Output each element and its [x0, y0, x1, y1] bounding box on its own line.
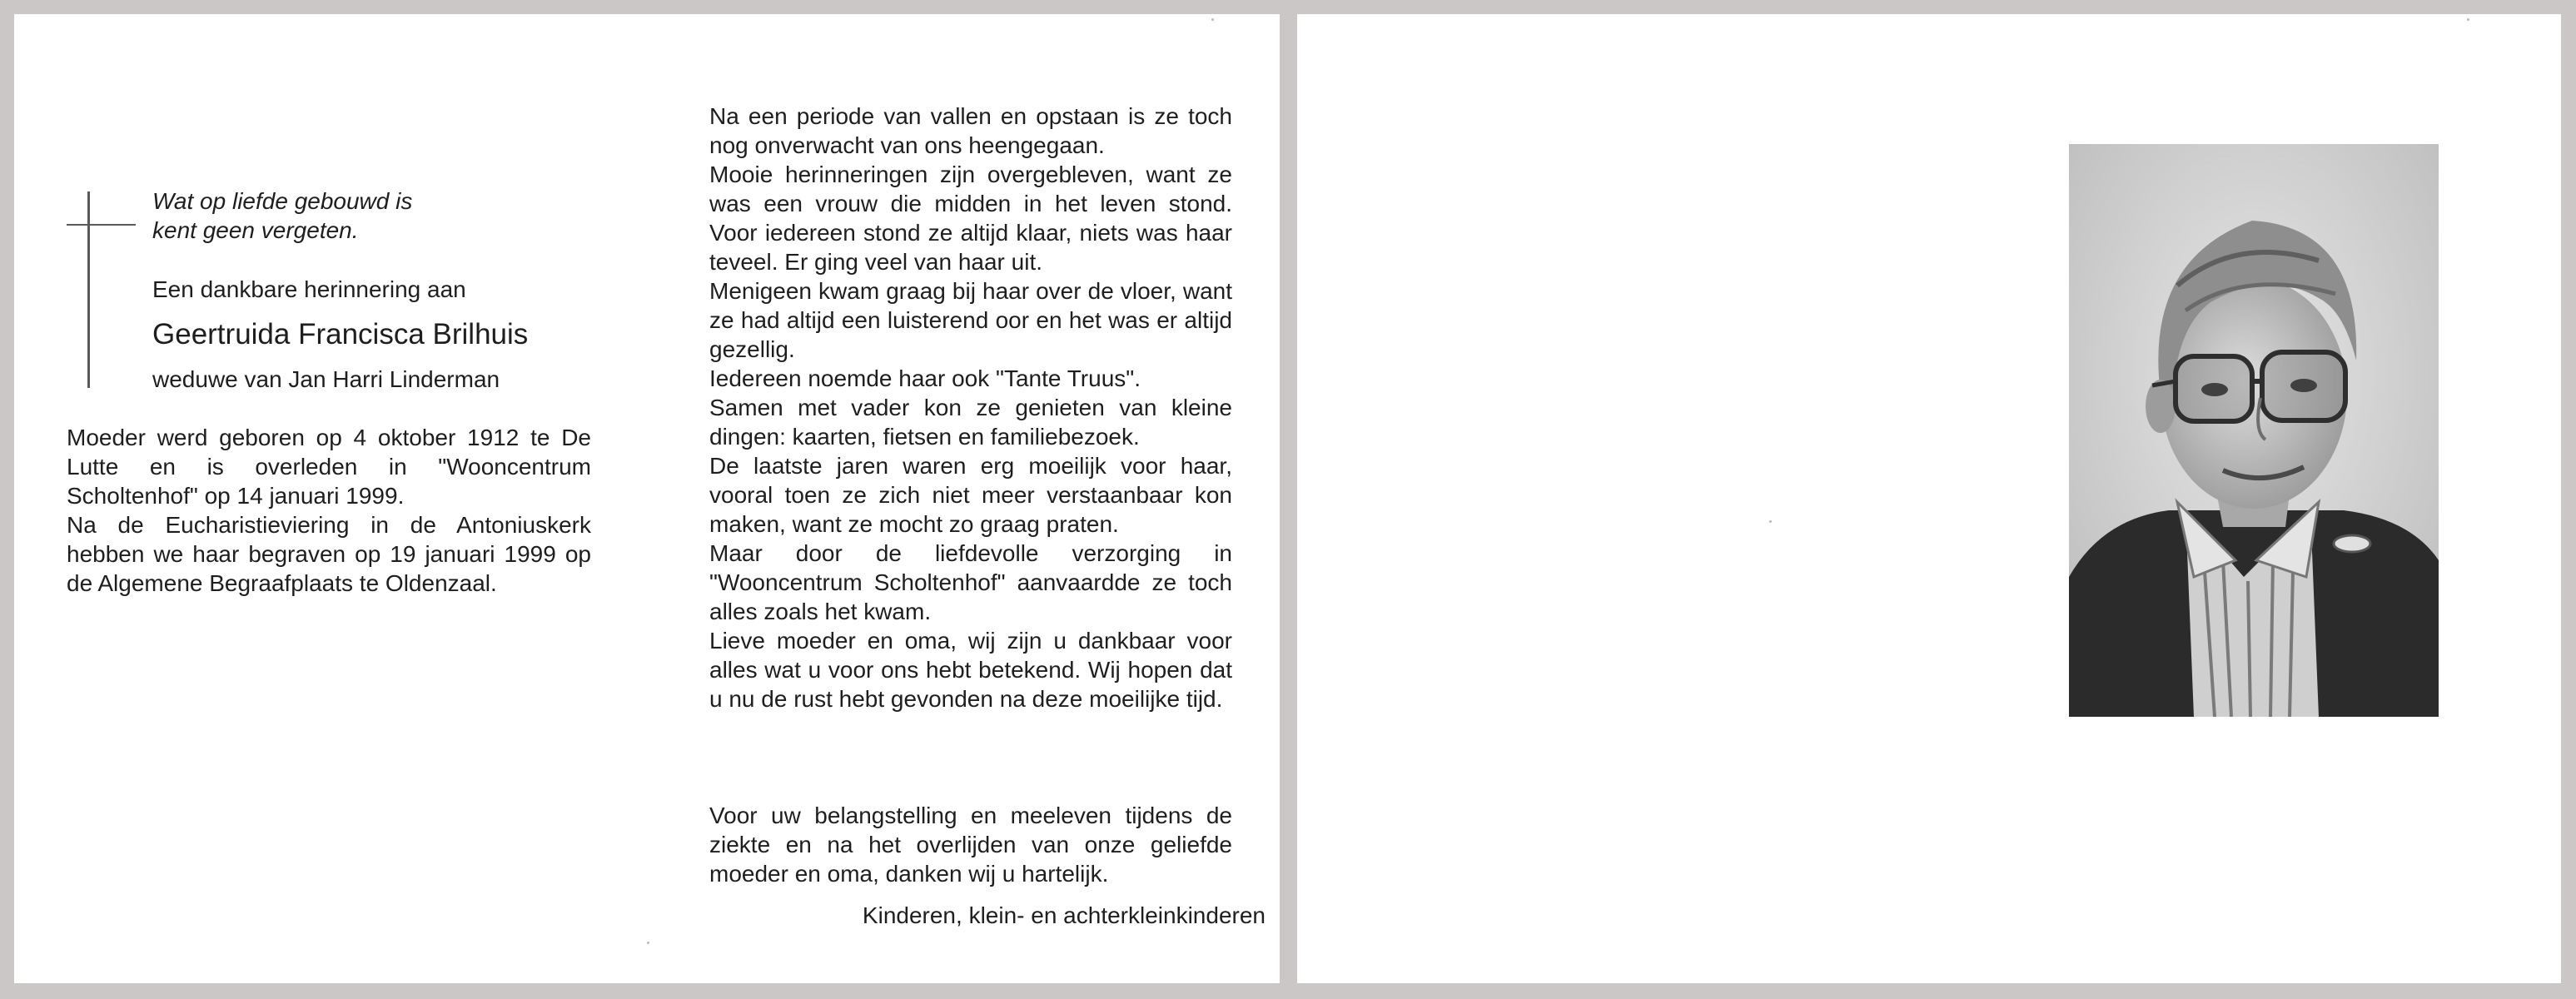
widow-of-line: weduwe van Jan Harri Linderman	[152, 366, 500, 392]
deceased-name: Geertruida Francisca Brilhuis	[152, 318, 529, 350]
cross-icon-horizontal	[67, 224, 136, 226]
verse-line: Wat op liefde gebouwd is	[152, 188, 413, 214]
paper-speck	[1211, 18, 1214, 21]
portrait-photo-drawing	[2069, 144, 2439, 717]
biography-text: Moeder werd geboren op 4 oktober 1912 te De Lutte en is overleden in "Wooncentrum Scholtenhof" op 14 januari 1999. Na de Eucharistieviering in de Antoniuskerk hebben we haar begraven op 19 januari 1999 op de Algemene Begraafplaats te Oldenzaal.	[67, 425, 591, 596]
signoff-text: Kinderen, klein- en achterkleinkinderen	[862, 902, 1266, 928]
paper-speck	[2467, 18, 2469, 21]
verse-line: kent geen vergeten.	[152, 217, 359, 243]
remembrance-intro: Een dankbare herinnering aan	[152, 276, 466, 302]
paper-speck	[647, 942, 649, 944]
tribute-text: Na een periode van vallen en opstaan is ze toch nog onverwacht van ons heengegaan. Mooie herinneringen zijn overgebleven, want ze was een vrouw die midden in het leven stond. Voor iedereen stond ze altijd klaar, niets was haar teveel. Er ging veel van haar uit. Menigeen kwam graag bij haar over de vloer, want ze had altijd een luisterend oor en het was er altijd gezellig. Iedereen noemde haar ook "Tante Truus". Samen met vader kon ze genieten van kleine dingen: kaarten, fietsen en familiebezoek. De laatste jaren waren erg moeilijk voor haar, vooral toen ze zich niet meer verstaanbaar kon maken, want ze mocht zo graag praten. Maar door de liefdevolle verzorging in "Wooncentrum Scholtenhof" aanvaardde ze toch alles zoals het kwam. Lieve moeder en oma, wij zijn u dankbaar voor alles wat u voor ons hebt betekend. Wij hopen dat u nu de rust hebt gevonden na deze moeilijke tijd.	[709, 103, 1232, 712]
memorial-verse	[152, 186, 412, 245]
cross-icon-vertical	[87, 191, 90, 388]
thanks-text: Voor uw belangstelling en meeleven tijdens de ziekte en na het overlijden van onze geliefde moeder en oma, danken wij u hartelijk.	[709, 803, 1232, 887]
paper-speck	[1769, 520, 1772, 523]
portrait-photo	[2069, 144, 2439, 717]
